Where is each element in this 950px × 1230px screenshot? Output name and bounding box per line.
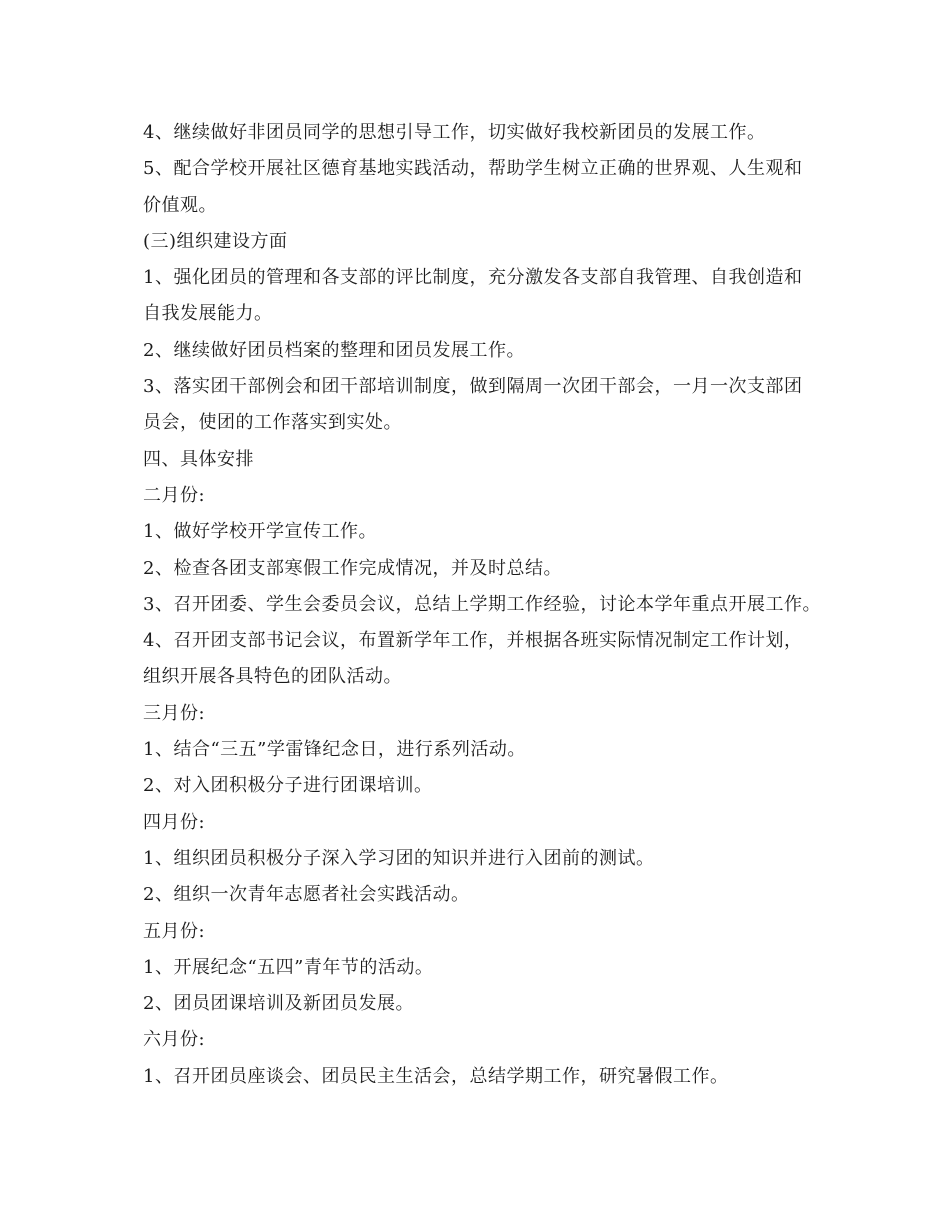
text-line: 2、组织一次青年志愿者社会实践活动。 [143,884,470,906]
text-line: 1、强化团员的管理和各支部的评比制度，充分激发各支部自我管理、自我创造和 [143,267,803,289]
text-line: 1、开展纪念“五四”青年节的活动。 [143,956,434,978]
month-heading: 三月份: [143,702,206,724]
section-heading: 四、具体安排 [143,448,254,470]
text-line: 5、配合学校开展社区德育基地实践活动，帮助学生树立正确的世界观、人生观和 [143,158,803,180]
text-line: 1、召开团员座谈会、团员民主生活会，总结学期工作，研究暑假工作。 [143,1065,729,1087]
month-heading: 五月份: [143,920,206,942]
text-line: 2、对入团积极分子进行团课培训。 [143,775,433,797]
text-line: 1、组织团员积极分子深入学习团的知识并进行入团前的测试。 [143,847,655,869]
text-line: 3、落实团干部例会和团干部培训制度，做到隔周一次团干部会，一月一次支部团 [143,376,803,398]
text-line: 2、继续做好团员档案的整理和团员发展工作。 [143,339,525,361]
text-line: 组织开展各具特色的团队活动。 [143,666,402,688]
section-heading: (三)组织建设方面 [143,230,288,252]
month-heading: 二月份: [143,484,206,506]
month-heading: 六月份: [143,1029,206,1051]
text-line: 2、检查各团支部寒假工作完成情况，并及时总结。 [143,557,562,579]
text-line: 价值观。 [143,194,217,216]
document-body [143,115,823,1095]
text-line: 自我发展能力。 [143,303,273,325]
text-line: 4、继续做好非团员同学的思想引导工作，切实做好我校新团员的发展工作。 [143,122,766,143]
text-line: 3、召开团委、学生会委员会议，总结上学期工作经验，讨论本学年重点开展工作。 [143,593,821,615]
month-heading: 四月份: [143,811,206,833]
text-line: 1、做好学校开学宣传工作。 [143,521,377,543]
text-line: 员会，使团的工作落实到实处。 [143,412,402,434]
text-line: 4、召开团支部书记会议，布置新学年工作，并根据各班实际情况制定工作计划， [143,630,803,652]
text-line: 2、团员团课培训及新团员发展。 [143,993,414,1015]
text-line: 1、结合“三五”学雷锋纪念日，进行系列活动。 [143,739,526,761]
